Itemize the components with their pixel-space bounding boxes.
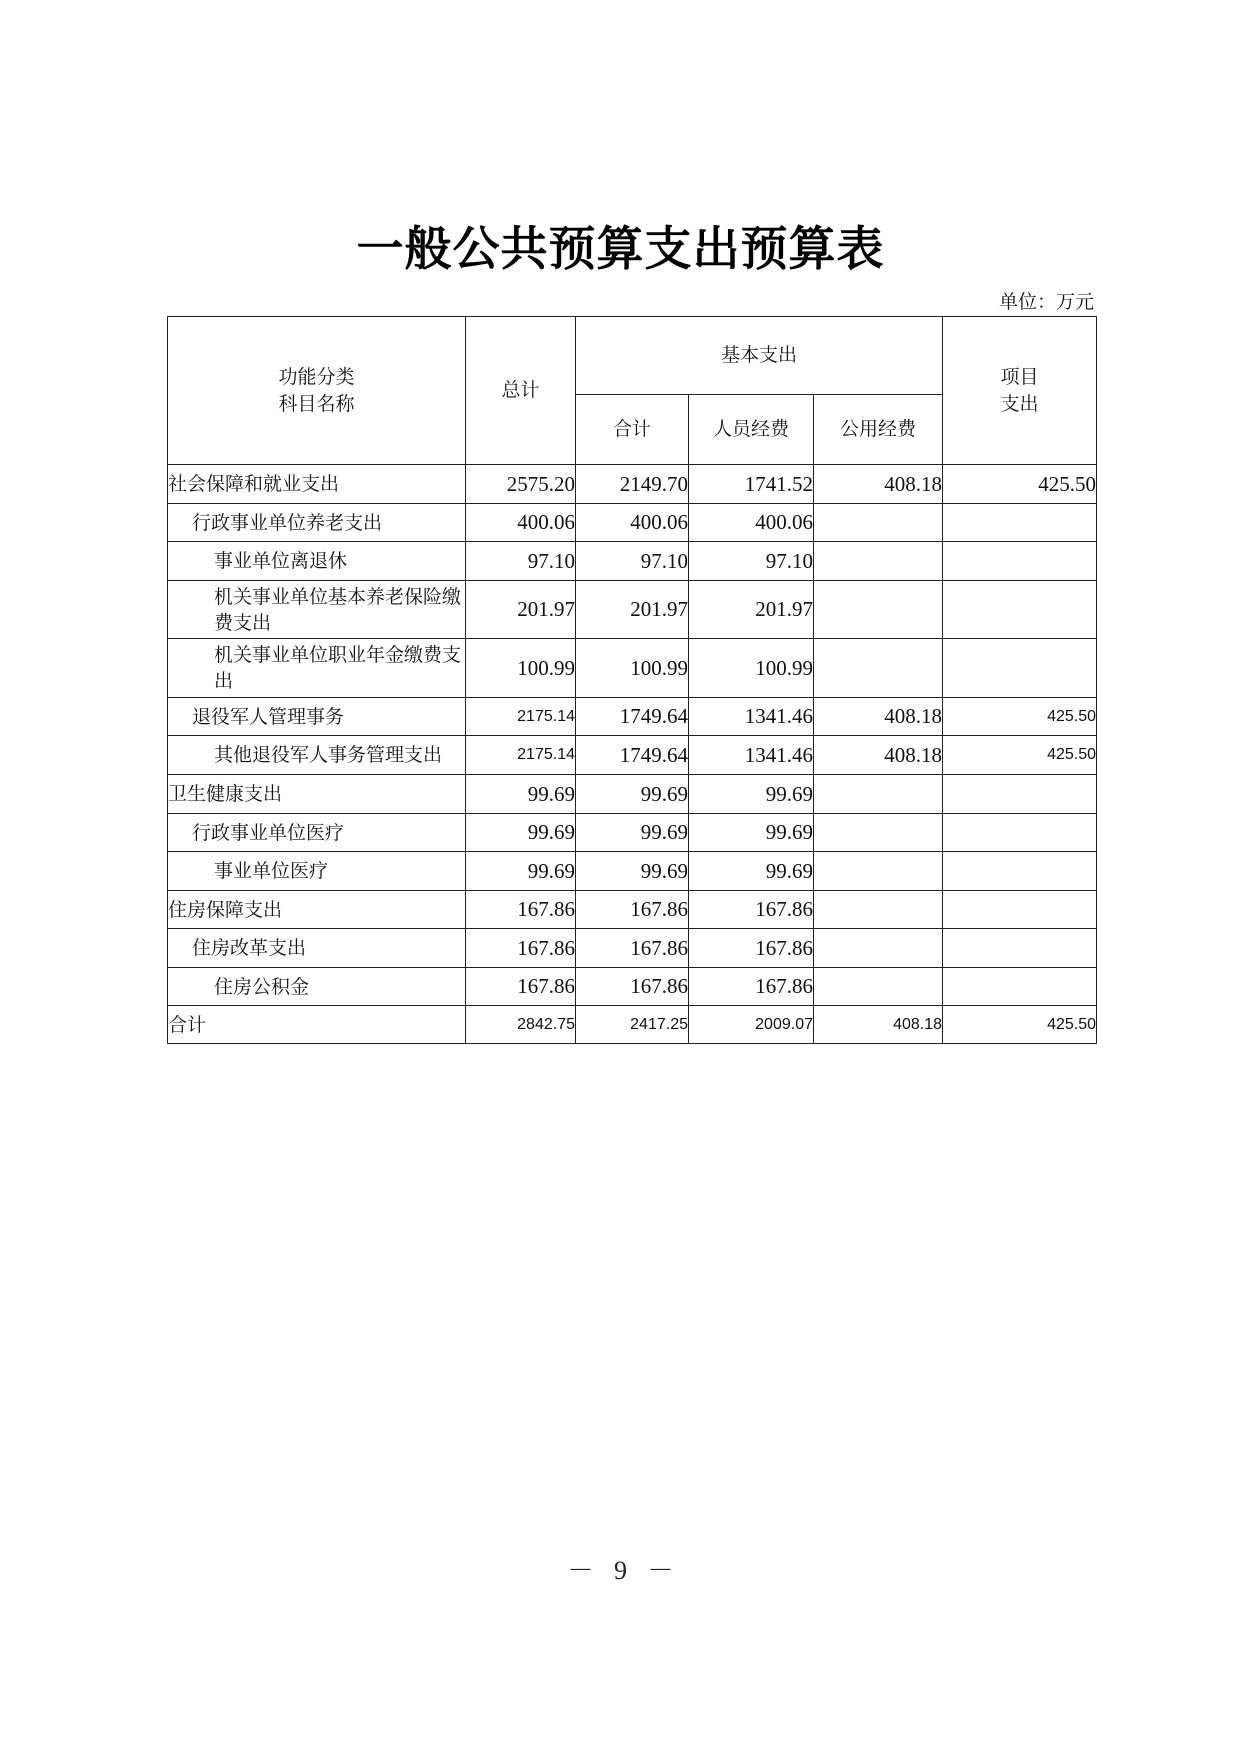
cell-public — [814, 542, 943, 581]
cell-personnel: 99.69 — [689, 814, 814, 852]
total-row — [168, 1006, 1097, 1044]
cell-project: 425.50 — [943, 465, 1097, 504]
row-name: 事业单位离退休 — [168, 542, 466, 581]
header-basic-expenditure: 基本支出 — [576, 317, 943, 395]
row-name: 机关事业单位职业年金缴费支出 — [168, 639, 466, 698]
row-name: 住房改革支出 — [168, 929, 466, 968]
page-title: 一般公共预算支出预算表 — [356, 222, 885, 277]
cell-total: 2175.14 — [466, 736, 576, 775]
table-row — [168, 542, 1097, 581]
table-row — [168, 852, 1097, 891]
cell-total: 99.69 — [466, 852, 576, 891]
budget-table — [167, 316, 1097, 1044]
cell-personnel: 97.10 — [689, 542, 814, 581]
row-name: 事业单位医疗 — [168, 852, 466, 891]
table-row — [168, 814, 1097, 852]
cell-public — [814, 581, 943, 639]
cell-personnel: 99.69 — [689, 775, 814, 814]
cell-total: 167.86 — [466, 968, 576, 1006]
unit-label: 单位：万元 — [998, 291, 1094, 313]
cell-personnel: 400.06 — [689, 504, 814, 542]
cell-basic-subtotal: 400.06 — [576, 504, 689, 542]
cell-total: 2842.75 — [466, 1006, 576, 1044]
header-personnel: 人员经费 — [689, 395, 814, 465]
cell-total: 97.10 — [466, 542, 576, 581]
cell-public — [814, 775, 943, 814]
cell-personnel: 1341.46 — [689, 698, 814, 736]
cell-total: 99.69 — [466, 814, 576, 852]
cell-project — [943, 639, 1097, 698]
cell-personnel: 2009.07 — [689, 1006, 814, 1044]
cell-project — [943, 929, 1097, 968]
cell-personnel: 201.97 — [689, 581, 814, 639]
cell-public: 408.18 — [814, 465, 943, 504]
cell-total: 201.97 — [466, 581, 576, 639]
table-row — [168, 736, 1097, 775]
table-row — [168, 581, 1097, 639]
cell-public: 408.18 — [814, 736, 943, 775]
cell-total: 167.86 — [466, 929, 576, 968]
header-project — [943, 317, 1097, 465]
cell-basic-subtotal: 1749.64 — [576, 736, 689, 775]
cell-basic-subtotal: 97.10 — [576, 542, 689, 581]
page-number: － 9 － — [567, 1556, 674, 1585]
cell-project: 425.50 — [943, 698, 1097, 736]
cell-project — [943, 968, 1097, 1006]
cell-personnel: 1341.46 — [689, 736, 814, 775]
cell-total: 100.99 — [466, 639, 576, 698]
row-name: 行政事业单位医疗 — [168, 814, 466, 852]
cell-public: 408.18 — [814, 698, 943, 736]
cell-basic-subtotal: 2149.70 — [576, 465, 689, 504]
header-basic-subtotal: 合计 — [576, 395, 689, 465]
cell-basic-subtotal: 99.69 — [576, 775, 689, 814]
cell-basic-subtotal: 167.86 — [576, 968, 689, 1006]
table-row — [168, 504, 1097, 542]
total-row-name: 合计 — [168, 1006, 466, 1044]
cell-basic-subtotal: 99.69 — [576, 814, 689, 852]
row-name: 其他退役军人事务管理支出 — [168, 736, 466, 775]
header-category-line2: 科目名称 — [278, 392, 355, 415]
header-project-line1: 项目 — [1000, 365, 1039, 388]
cell-project — [943, 814, 1097, 852]
header-category — [168, 317, 466, 465]
cell-project: 425.50 — [943, 736, 1097, 775]
table-row — [168, 639, 1097, 698]
cell-personnel: 167.86 — [689, 968, 814, 1006]
row-name: 住房保障支出 — [168, 891, 466, 929]
cell-total: 2175.14 — [466, 698, 576, 736]
cell-public — [814, 891, 943, 929]
header-category-line1: 功能分类 — [278, 365, 355, 388]
table-row — [168, 929, 1097, 968]
cell-project — [943, 581, 1097, 639]
cell-project — [943, 504, 1097, 542]
table-row — [168, 465, 1097, 504]
cell-public — [814, 639, 943, 698]
cell-project — [943, 891, 1097, 929]
row-name: 退役军人管理事务 — [168, 698, 466, 736]
row-name: 机关事业单位基本养老保险缴费支出 — [168, 581, 466, 639]
table-row — [168, 968, 1097, 1006]
cell-basic-subtotal: 167.86 — [576, 891, 689, 929]
header-project-line2: 支出 — [1000, 392, 1039, 415]
table-row — [168, 775, 1097, 814]
cell-total: 400.06 — [466, 504, 576, 542]
row-name: 行政事业单位养老支出 — [168, 504, 466, 542]
cell-basic-subtotal: 167.86 — [576, 929, 689, 968]
cell-project — [943, 775, 1097, 814]
header-total: 总计 — [466, 317, 576, 465]
cell-basic-subtotal: 1749.64 — [576, 698, 689, 736]
table-row — [168, 698, 1097, 736]
cell-basic-subtotal: 201.97 — [576, 581, 689, 639]
cell-public — [814, 929, 943, 968]
cell-total: 2575.20 — [466, 465, 576, 504]
cell-basic-subtotal: 2417.25 — [576, 1006, 689, 1044]
cell-project — [943, 542, 1097, 581]
header-public: 公用经费 — [814, 395, 943, 465]
cell-public — [814, 852, 943, 891]
row-name: 卫生健康支出 — [168, 775, 466, 814]
cell-basic-subtotal: 99.69 — [576, 852, 689, 891]
cell-basic-subtotal: 100.99 — [576, 639, 689, 698]
table-row — [168, 891, 1097, 929]
row-name: 住房公积金 — [168, 968, 466, 1006]
row-name: 社会保障和就业支出 — [168, 465, 466, 504]
cell-personnel: 167.86 — [689, 891, 814, 929]
cell-project — [943, 852, 1097, 891]
cell-personnel: 99.69 — [689, 852, 814, 891]
cell-public: 408.18 — [814, 1006, 943, 1044]
cell-public — [814, 504, 943, 542]
cell-total: 167.86 — [466, 891, 576, 929]
cell-public — [814, 968, 943, 1006]
cell-public — [814, 814, 943, 852]
cell-project: 425.50 — [943, 1006, 1097, 1044]
cell-personnel: 1741.52 — [689, 465, 814, 504]
cell-personnel: 100.99 — [689, 639, 814, 698]
cell-personnel: 167.86 — [689, 929, 814, 968]
cell-total: 99.69 — [466, 775, 576, 814]
